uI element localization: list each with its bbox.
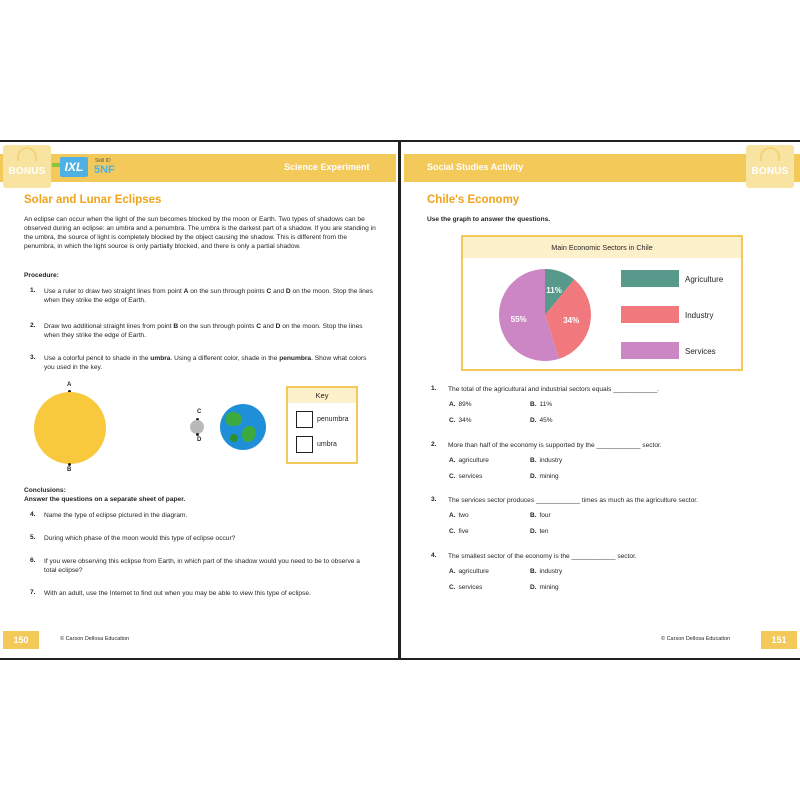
moon-icon bbox=[190, 420, 204, 434]
pie-label-agriculture: 11% bbox=[546, 285, 562, 295]
graph-instruction: Use the graph to answer the questions. bbox=[427, 216, 551, 223]
point-c-label: C bbox=[197, 409, 202, 415]
answer-option[interactable]: B. 11% bbox=[530, 401, 553, 408]
answer-option[interactable]: A. agriculture bbox=[449, 457, 489, 464]
pie-label-services: 55% bbox=[510, 315, 527, 325]
penumbra-swatch-box[interactable] bbox=[296, 411, 313, 428]
question-number: 4. bbox=[431, 552, 437, 559]
question-number: 6. bbox=[30, 557, 36, 564]
sun-icon bbox=[34, 392, 106, 464]
step-number: 2. bbox=[30, 322, 36, 329]
legend-swatch-industry bbox=[621, 306, 679, 323]
sun-rays-icon bbox=[760, 147, 780, 161]
question-number: 2. bbox=[431, 441, 437, 448]
answer-option[interactable]: B. industry bbox=[530, 568, 563, 575]
question-number: 3. bbox=[431, 496, 437, 503]
question-text: With an adult, use the Internet to find out when you may be able to view this type of eclipse. bbox=[44, 590, 311, 597]
copyright: © Carson Dellosa Education bbox=[60, 636, 130, 642]
question-text: Name the type of eclipse pictured in the diagram. bbox=[44, 512, 188, 519]
section-label: Science Experiment bbox=[284, 162, 370, 172]
workbook-spread bbox=[0, 140, 800, 660]
point-b-dot bbox=[68, 463, 71, 466]
ixl-logo: IXL bbox=[60, 157, 88, 177]
answer-option[interactable]: C. 34% bbox=[449, 417, 472, 424]
question-text: During which phase of the moon would this type of eclipse occur? bbox=[44, 535, 236, 542]
bonus-label: BONUS bbox=[751, 166, 789, 177]
bonus-badge bbox=[746, 145, 794, 188]
answer-option[interactable]: C. five bbox=[449, 528, 469, 535]
answer-option[interactable]: C. services bbox=[449, 473, 483, 480]
chart-title: Main Economic Sectors in Chile bbox=[463, 237, 741, 258]
answer-option[interactable]: D. 45% bbox=[530, 417, 553, 424]
conclusions-instruction: Answer the questions on a separate sheet of paper. bbox=[24, 496, 186, 503]
answer-option[interactable]: D. ten bbox=[530, 528, 549, 535]
question-text: The smallest sector of the economy is the ____________ sector. bbox=[448, 553, 637, 560]
key-label-umbra: umbra bbox=[317, 441, 337, 448]
umbra-swatch-box[interactable] bbox=[296, 436, 313, 453]
answer-option[interactable]: A. two bbox=[449, 512, 469, 519]
answer-option[interactable]: A. agriculture bbox=[449, 568, 489, 575]
color-key bbox=[286, 386, 358, 464]
key-label-penumbra: penumbra bbox=[317, 416, 349, 423]
question-text: The total of the agricultural and industrial sectors equals ____________. bbox=[448, 386, 660, 393]
point-d-label: D bbox=[197, 437, 202, 443]
pie-chart-panel bbox=[461, 235, 743, 371]
page-number: 150 bbox=[3, 631, 39, 649]
question-number: 5. bbox=[30, 534, 36, 541]
skill-code: 5NF bbox=[94, 164, 115, 176]
step-1-text: Use a ruler to draw two straight lines from point A on the sun through points C and D on the moon. Stop the lines when they strike the edge of Earth. bbox=[44, 288, 373, 304]
legend-label-industry: Industry bbox=[685, 311, 714, 320]
point-a-label: A bbox=[67, 382, 72, 388]
answer-option[interactable]: D. mining bbox=[530, 584, 559, 591]
sun-rays-icon bbox=[17, 147, 37, 161]
legend-swatch-services bbox=[621, 342, 679, 359]
question-number: 1. bbox=[431, 385, 437, 392]
bonus-badge bbox=[3, 145, 51, 188]
intro-paragraph: An eclipse can occur when the light of the sun becomes blocked by the moon or Earth. Two types of shadows can be observed during an eclipse: an umbra and a penumbra. The umbra is the darkest part of a shadow. If you are standing in the umbra, the source of light is completely blocked by the object causing the shadow. This is different from the penumbra, in which the light source is only partially blocked, and there is only a partial shadow. bbox=[24, 216, 376, 250]
legend-label-services: Services bbox=[685, 347, 716, 356]
section-label: Social Studies Activity bbox=[427, 162, 524, 172]
answer-option[interactable]: D. mining bbox=[530, 473, 559, 480]
legend-swatch-agriculture bbox=[621, 270, 679, 287]
right-page bbox=[401, 142, 800, 658]
page-title: Chile's Economy bbox=[427, 194, 520, 206]
skill-id-label: Skill ID bbox=[95, 158, 111, 164]
question-number: 7. bbox=[30, 589, 36, 596]
procedure-label: Procedure: bbox=[24, 272, 59, 279]
question-number: 4. bbox=[30, 511, 36, 518]
copyright: © Carson Dellosa Education bbox=[661, 636, 731, 642]
step-3-text: Use a colorful pencil to shade in the umbra. Using a different color, shade in the penumbra. Show what colors you used in the key. bbox=[44, 355, 367, 371]
answer-option[interactable]: A. 89% bbox=[449, 401, 472, 408]
page-title: Solar and Lunar Eclipses bbox=[24, 194, 162, 206]
step-number: 3. bbox=[30, 354, 36, 361]
answer-option[interactable]: B. industry bbox=[530, 457, 563, 464]
pie-label-industry: 34% bbox=[563, 315, 580, 325]
legend-label-agriculture: Agriculture bbox=[685, 275, 724, 284]
page-number: 151 bbox=[761, 631, 797, 649]
point-b-label: B bbox=[67, 467, 72, 473]
question-text: The services sector produces ____________ times as much as the agriculture sector. bbox=[448, 497, 698, 504]
earth-icon bbox=[220, 404, 266, 450]
question-text: More than half of the economy is supported by the ____________ sector. bbox=[448, 442, 662, 449]
answer-option[interactable]: B. four bbox=[530, 512, 551, 519]
conclusions-label: Conclusions: bbox=[24, 487, 66, 494]
question-text: If you were observing this eclipse from Earth, in which part of the shadow would you need to be to observe a total eclipse? bbox=[44, 558, 360, 574]
point-d-dot bbox=[196, 433, 199, 436]
left-page bbox=[0, 142, 398, 658]
step-number: 1. bbox=[30, 287, 36, 294]
step-2-text: Draw two additional straight lines from point B on the sun through points C and D on the moon. Stop the lines when they strike the edge of Earth. bbox=[44, 323, 363, 339]
pie-chart bbox=[463, 258, 741, 369]
answer-option[interactable]: C. services bbox=[449, 584, 483, 591]
key-title: Key bbox=[288, 388, 356, 403]
bonus-label: BONUS bbox=[8, 166, 46, 177]
